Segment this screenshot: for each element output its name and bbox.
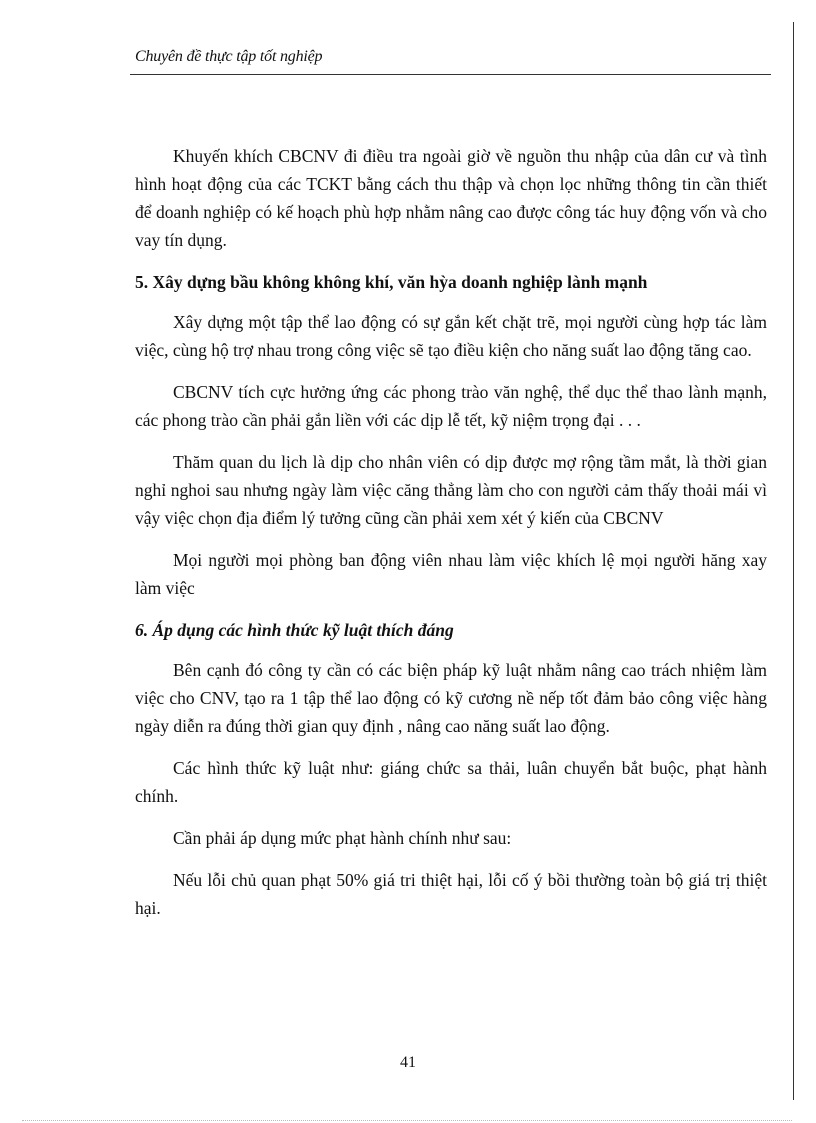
header-rule bbox=[130, 74, 771, 75]
page-border-right bbox=[793, 22, 794, 1100]
paragraph-tourism: Thăm quan du lịch là dịp cho nhân viên có dịp được mợ rộng tầm mắt, là thời gian nghỉ nghoi sau nhưng ngày làm việc căng thẳng làm cho con người cảm thấy thoải mái vì vậy việc chọn địa điểm lý tưởng cũng cần phải xem xét ý kiến của CBCNV bbox=[135, 452, 767, 528]
page-break-line bbox=[22, 1120, 792, 1121]
page-number: 41 bbox=[400, 1054, 416, 1071]
paragraph-team-building: Xây dựng một tập thể lao động có sự gắn kết chặt trẽ, mọi người cùng hợp tác làm việc, cùng hộ trợ nhau trong công việc sẽ tạo điều kiện cho năng suất lao động tăng cao. bbox=[135, 312, 767, 360]
running-header: Chuyên đề thực tập tốt nghiệp bbox=[135, 48, 323, 65]
paragraph-penalty-intro: Cần phải áp dụng mức phạt hành chính như sau: bbox=[173, 828, 512, 848]
paragraph-encouragement: Mọi người mọi phòng ban động viên nhau làm việc khích lệ mọi người hăng xay làm việc bbox=[135, 550, 767, 598]
section-heading-5: 5. Xây dựng bầu không không khí, văn hỳa doanh nghiệp lành mạnh bbox=[135, 272, 648, 292]
paragraph-discipline-forms: Các hình thức kỹ luật như: giáng chức sa thải, luân chuyển bắt buộc, phạt hành chính. bbox=[135, 758, 767, 806]
paragraph-investigation: Khuyến khích CBCNV đi điều tra ngoài giờ về nguồn thu nhập của dân cư và tình hình hoạt động của các TCKT bằng cách thu thập và chọn lọc những thông tin cần thiết để doanh nghiệp có kế hoạch phù hợp nhằm nâng cao được công tác huy động vốn và cho vay tín dụng. bbox=[135, 146, 767, 250]
paragraph-penalty-rule: Nếu lỗi chủ quan phạt 50% giá tri thiệt hại, lỗi cố ý bồi thường toàn bộ giá trị thiệt hại. bbox=[135, 870, 767, 918]
body-content bbox=[135, 142, 767, 936]
paragraph-activities: CBCNV tích cực hưởng ứng các phong trào văn nghệ, thể dục thể thao lành mạnh, các phong trào cần phải gắn liền với các dịp lễ tết, kỹ niệm trọng đại . . . bbox=[135, 382, 767, 430]
paragraph-discipline: Bên cạnh đó công ty cần có các biện pháp kỹ luật nhằm nâng cao trách nhiệm làm việc cho CNV, tạo ra 1 tập thể lao động có kỹ cương nề nếp tốt đảm bảo công việc hàng ngày diễn ra đúng thời gian quy định , nâng cao năng suất lao động. bbox=[135, 660, 767, 736]
section-heading-6: 6. Áp dụng các hình thức kỹ luật thích đáng bbox=[135, 620, 454, 640]
